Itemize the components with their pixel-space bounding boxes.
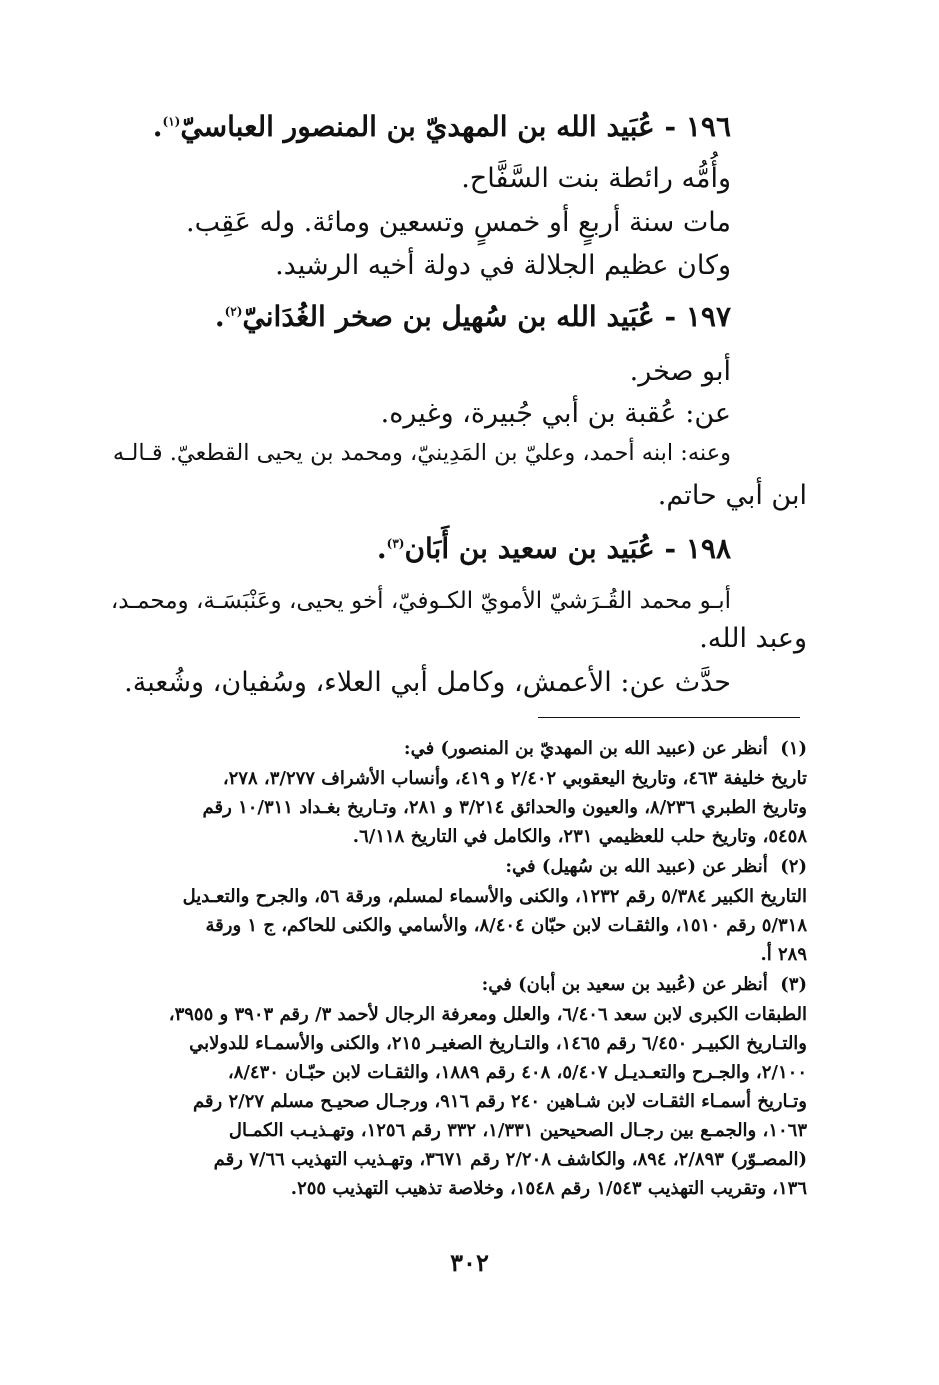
footnote-3-line-4: وتـاريخ أسمـاء الثقـات لابن شـاهين ٢٤٠ رقم ٩١٦، ورجـال صحيـح مسلم ٢/٢٧ رقم [192, 1091, 807, 1112]
footnote-3-header: (٣) أنظر عن (عُبيد بن سعيد بن أبان) في: [481, 974, 807, 995]
page-number: ٣٠٢ [450, 1248, 489, 1277]
footnote-2-header: (٢) أنظر عن (عبيد الله بن سُهيل) في: [505, 856, 807, 877]
entry-196-line-2: مات سنة أربعٍ أو خمسٍ وتسعين ومائة. وله عَقِب. [186, 207, 731, 238]
footnote-3-line-1: الطبقات الكبرى لابن سعد ٦/٤٠٦، والعلل ومعرفة الرجال لأحمد ٣/ رقم ٣٩٠٣ و ٣٩٥٥، [168, 1004, 807, 1025]
entry-198-line-3: حدَّث عن: الأعمش، وكامل أبي العلاء، وسُفيان، وشُعبة. [124, 667, 731, 698]
entry-198-heading: ١٩٨ - عُبَيد بن سعيد بن أَبَان$^{(٣)}$. [376, 532, 731, 565]
entry-197-line-2: عن: عُقبة بن أبي جُبيرة، وغيره. [380, 398, 731, 429]
footnote-separator [538, 717, 800, 718]
entry-198-line-2: وعبد الله. [699, 623, 807, 654]
footnote-3-line-5: ١٠٦٣، والجمـع بين رجـال الصحيحين ١/٣٣١، ٣٣٢ رقم ١٢٥٦، وتهـذيـب الكمـال [228, 1120, 807, 1141]
entry-196-line-3: وكان عظيم الجلالة في دولة أخيه الرشيد. [275, 250, 731, 281]
footnote-2-line-2: ٥/٣١٨ رقم ١٥١٠، والثقـات لابن حبّان ٨/٤٠٤، والأسامي والكنى للحاكم، ج ١ ورقة [205, 915, 807, 936]
entry-197-line-3: وعنه: ابنه أحمد، وعليّ بن المَدِينيّ، ومحمد بن يحيى القطعيّ. قـالـه [112, 440, 731, 466]
footnote-2-line-1: التاريخ الكبير ٥/٣٨٤ رقم ١٢٣٢، والكنى والأسماء لمسلم، ورقة ٥٦، والجرح والتعـديل [182, 886, 807, 907]
footnote-3-line-6: (المصـوّر) ٢/٨٩٣، ٨٩٤، والكاشف ٢/٢٠٨ رقم ٣٦٧١، وتهـذيب التهذيب ٧/٦٦ رقم [213, 1149, 807, 1170]
footnote-3-line-2: والتـاريخ الكبيـر ٦/٤٥٠ رقم ١٤٦٥، والتـاريخ الصغيـر ٢١٥، والكنى والأسمـاء للدولابي [189, 1033, 807, 1054]
footnote-2-line-3: ٢٨٩ أ. [760, 944, 807, 965]
entry-196-line-1: وأُمُّه رائطة بنت السَّفَّاح. [461, 163, 731, 194]
entry-197-line-1: أبو صخر. [629, 356, 731, 387]
footnote-ref-2: (٢) [224, 304, 243, 319]
footnote-1-line-2: وتاريخ الطبري ٨/٢٣٦، والعيون والحدائق ٣/٢١٤ و ٢٨١، وتـاريخ بغـداد ١٠/٣١١ رقم [202, 797, 807, 818]
footnote-1-header: (١) أنظر عن (عبيد الله بن المهديّ بن المنصور) في: [403, 738, 807, 759]
footnote-ref-1: (١) [162, 114, 181, 129]
footnote-1-line-3: ٥٤٥٨، وتاريخ حلب للعظيمي ٢٣١، والكامل في التاريخ ٦/١١٨. [352, 826, 807, 847]
footnote-3-line-3: ٢/١٠٠، والجـرح والتعـديـل ٥/٤٠٧، ٤٠٨ رقم ١٨٨٩، والثقـات لابن حبّـان ٨/٤٣٠، [227, 1062, 807, 1083]
entry-198-line-1: أبـو محمد القُـرَشيّ الأمويّ الكـوفيّ، أخو يحيى، وعَنْبَسَـة، ومحمـد، [110, 588, 731, 614]
footnote-3-line-7: ١٣٦، وتقريب التهذيب ١/٥٤٣ رقم ١٥٤٨، وخلاصة تذهيب التهذيب ٢٥٥. [290, 1178, 807, 1199]
entry-197-heading: ١٩٧ - عُبَيد الله بن سُهيل بن صخر الغُدَانيّ$^{(٢)}$. [214, 300, 731, 333]
footnote-1-line-1: تاريخ خليفة ٤٦٣، وتاريخ اليعقوبي ٢/٤٠٢ و ٤١٩، وأنساب الأشراف ٣/٢٧٧، ٢٧٨، [222, 768, 807, 789]
entry-197-line-4: ابن أبي حاتم. [657, 480, 807, 511]
footnote-ref-3: (٣) [386, 536, 405, 551]
entry-196-heading: ١٩٦ - عُبَيد الله بن المهديّ بن المنصور العباسيّ$^{(١)}$. [152, 110, 731, 143]
